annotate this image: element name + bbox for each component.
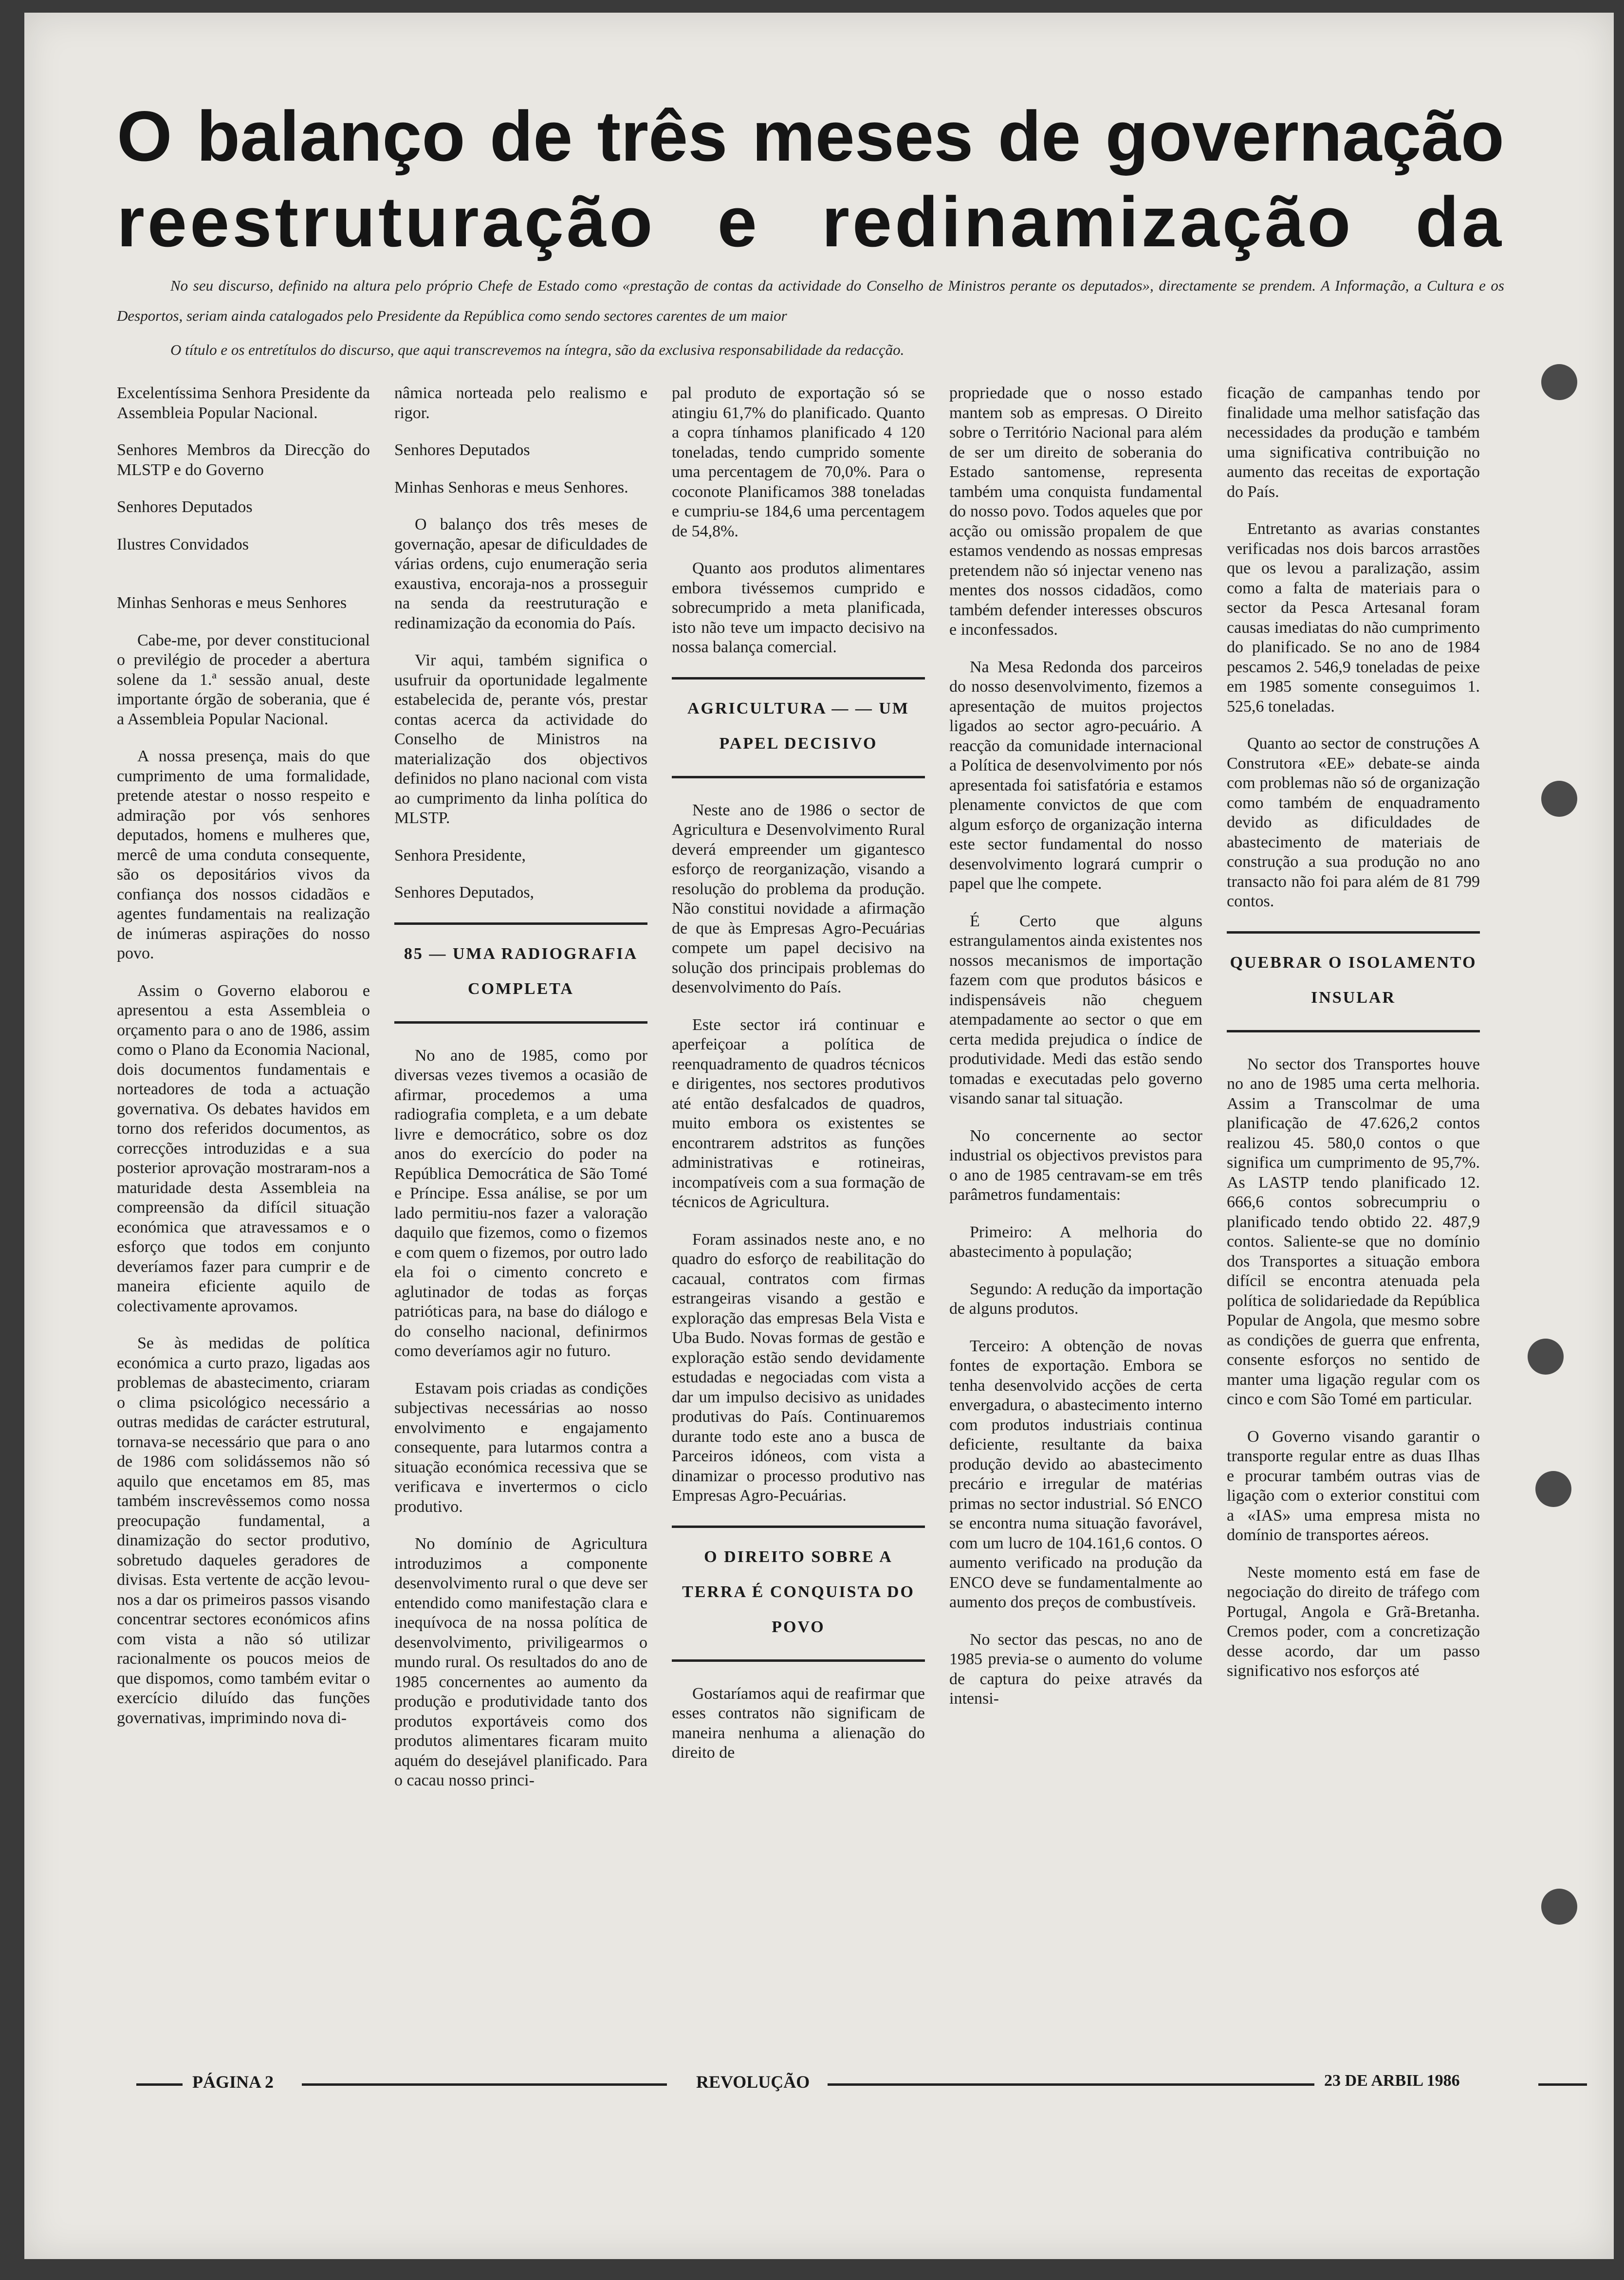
paragraph: Senhores Deputados bbox=[394, 441, 530, 459]
headline-word: O bbox=[117, 96, 172, 176]
headline-word: redinamização bbox=[822, 182, 1354, 261]
paragraph: No domínio de Agricultura introduzimos a componente desenvolvimento rural o que deve ser entendido como manifestação clara e inequívoca de na nossa política de desenvolvimento, priviligearmos o mundo rural. Os resultados do ano de 1985 concernentes ao aumento da produção e produtividade tanto dos produtos exportáveis como dos produtos alimentares ficaram muito aquém do desejável planificado. Para o cacau nosso princi- bbox=[394, 1535, 647, 1789]
newspaper-name: REVOLUÇÃO bbox=[696, 2072, 810, 2092]
page-number: PÁGINA 2 bbox=[192, 2072, 274, 2092]
paragraph: Estavam pois criadas as condições subjectivas necessárias ao nosso envolvimento e engajamento consequente, para lutarmos contra a situação económica recessiva que se verificava e invertermos o ciclo produtivo. bbox=[394, 1379, 647, 1516]
headline-word: de bbox=[489, 96, 573, 176]
intro-paragraph: No seu discurso, definido na altura pelo próprio Chefe de Estado como «prestação de contas da actividade do Conselho de Ministros perante os deputados», directamente se prendem. A Informação, a Cultura e os Desportos, seriam ainda catalogados pelo Presidente da República como sendo sectores carentes de um maior bbox=[117, 277, 1504, 324]
paragraph: O balanço dos três meses de governação, apesar de dificuldades de várias ordens, cujo enumeração seria exaustiva, encoraja-nos a prosseguir na senda da reestruturação e redinamização da economia do País. bbox=[394, 515, 647, 632]
punch-hole bbox=[1535, 1471, 1571, 1507]
section-heading: AGRICULTURA — — UM PAPEL DECISIVO bbox=[672, 677, 925, 778]
paragraph: Vir aqui, também significa o usufruir da oportunidade legalmente estabelecida de, perante vós, prestar contas acerca da actividade do Conselho de Ministros na materialização dos objectivos definidos no plano nacional com vista ao cumprimento da linha política do MLSTP. bbox=[394, 651, 647, 827]
column-4 bbox=[949, 384, 1202, 2058]
paragraph: A nossa presença, mais do que cumprimento de uma formalidade, pretende atestar o nosso respeito e admiração por vós senhores deputados, homens e mulheres que, mercê de uma conduta consequente, são os depositários vivos da confiança dos nossos cidadãos e agentes fundamentais na realização de inúmeras aspirações do nosso povo. bbox=[117, 747, 370, 962]
headline-word: e bbox=[717, 182, 760, 261]
paragraph: No concernente ao sector industrial os objectivos previstos para o ano de 1985 centravam-se em três parâmetros fundamentais: bbox=[949, 1126, 1202, 1204]
paragraph: Gostaríamos aqui de reafirmar que esses contratos não significam de maneira nenhuma a alienação do direito de bbox=[672, 1684, 925, 1762]
paragraph: É Certo que alguns estrangulamentos ainda existentes nos nossos mecanismos de importação fazem com que produtos básicos e indispensáveis não cheguem atempadamente ao sector o que em certa medida prejudica o índice de produtividade. Medi das estão sendo tomadas e executadas pelo governo visando sanar tal situação. bbox=[949, 912, 1202, 1107]
paragraph: Senhora Presidente, bbox=[394, 846, 526, 864]
section-heading: O DIREITO SOBRE A TERRA É CONQUISTA DO POVO bbox=[672, 1526, 925, 1662]
paragraph: Entretanto as avarias constantes verificadas nos dois barcos arrastões que os levou a paralização, assim como a falta de materiais para o sector da Pesca Artesanal foram causas imediatas do não cumprimento do planificado. Se no ano de 1984 pescamos 2. 546,9 toneladas de peixe em 1985 somente conseguimos 1. 525,6 toneladas. bbox=[1227, 520, 1480, 716]
punch-hole bbox=[1541, 781, 1577, 817]
paragraph: Se às medidas de política económica a curto prazo, ligadas aos problemas de abastecimento, criaram o clima psicológico necessário a outras medidas de carácter estrutural, tornava-se necessário que para o ano de 1986 com solidássemos não só aquilo que encetamos em 85, mas também inscrevêssemos como nossa preocupação fundamental, a dinamização do sector produtivo, sobretudo daqueles geradores de divisas. Esta vertente de acção levou-nos a dar os primeiros passos visando concentrar sectores económicos afins com vista a não só utilizar racionalmente os poucos meios de que dispomos, como também evitar o exercício diluído das funções governativas, imprimindo nova di- bbox=[117, 1334, 370, 1727]
paragraph: propriedade que o nosso estado mantem sob as empresas. O Direito sobre o Território Nacional para além de ser um direito de soberania do Estado santomense, representa também uma conquista fundamental do nosso povo. Todos aqueles que por acção ou omissão propalem de que estamos vendendo as nossas empresas pretendem não só injectar veneno nas mentes dos nossos cidadãos, como também defender interesses obscuros e inconfessados. bbox=[949, 384, 1202, 639]
paragraph: O Governo visando garantir o transporte regular entre as duas Ilhas e procurar também outras vias de ligação com o exterior constitui com a «IAS» uma empresa mista no domínio de transportes aéreos. bbox=[1227, 1427, 1480, 1544]
paragraph: Senhores Membros da Direcção do MLSTP e do Governo bbox=[117, 441, 370, 479]
footer-rule bbox=[136, 2083, 183, 2086]
headline-word: três bbox=[597, 96, 728, 176]
issue-date: 23 DE ARBIL 1986 bbox=[1324, 2072, 1460, 2090]
section-heading: 85 — UMA RADIOGRAFIA COMPLETA bbox=[394, 922, 647, 1024]
paragraph: Quanto ao sector de construções A Construtora «EE» debate-se ainda com problemas não só de organização como também de enquadramento devido as dificuldades de abastecimento de materiais de construção a sua produção no ano transacto não foi para além de 81 799 contos. bbox=[1227, 735, 1480, 910]
headline-line-1 bbox=[117, 97, 1504, 175]
paragraph: Na Mesa Redonda dos parceiros do nosso desenvolvimento, fizemos a apresentação de muitos projectos ligados ao sector agro-pecuário. A reacção da comunidade internacional a Política de desenvolvimento por nós apresentada foi satisfatória e estamos plenamente convictos de que com algum esforço de organização interna este sector fundamental do nosso desenvolvimento logrará cumprir o papel que lhe compete. bbox=[949, 658, 1202, 893]
paragraph: Assim o Governo elaborou e apresentou a esta Assembleia o orçamento para o ano de 1986, assim como o Plano da Economia Nacional, dois documentos fundamentais e norteadores de toda a actuação governativa. Os debates havidos em torno dos referidos documentos, as correcções introduzidas e a sua posterior aprovação mostraram-nos a maturidade desta Assembleia na compreensão da difícil situação económica que atravessamos e o esforço que todos em conjunto deveríamos fazer para cumprir e de maneira eficiente aquilo de colectivamente aprovamos. bbox=[117, 981, 370, 1315]
column-1 bbox=[117, 384, 370, 2058]
paragraph: Excelentíssima Senhora Presidente da Assembleia Popular Nacional. bbox=[117, 384, 370, 422]
headline-word: meses bbox=[752, 96, 974, 176]
paragraph: Primeiro: A melhoria do abastecimento à população; bbox=[949, 1223, 1202, 1261]
punch-hole bbox=[1541, 364, 1577, 400]
headline-word: balanço bbox=[196, 96, 465, 176]
paragraph: No sector dos Transportes houve no ano de 1985 uma certa melhoria. Assim a Transcolmar de uma planificação de 47.626,2 contos realizou 45. 580,0 contos o que significa um cumprimento de 95,7%. As LASTP tendo planificado 12. 666,6 contos sobrecumpriu o planificado tendo obtido 22. 487,9 contos. Saliente-se que no domínio dos Transportes a situação embora difícil se encontra atenuada pela política de solidariedade da República Popular de Angola, que mesmo sobre as condições de guerra que enfrenta, consente esforços no sentido de manter uma ligação regular com os cinco e com São Tomé em particular. bbox=[1227, 1055, 1480, 1408]
headline-line-2 bbox=[117, 183, 1504, 261]
column-2 bbox=[394, 384, 647, 2058]
paragraph: Este sector irá continuar e aperfeiçoar a política de reenquadramento de quadros técnicos e dirigentes, nos sectores produtivos até então desfalcados de quadros, muito embora os existentes se encontrarem adstritos as funções administrativas e rotineiras, incompatíveis com a sua formação de técnicos de Agricultura. bbox=[672, 1015, 925, 1211]
headline-word: de bbox=[997, 96, 1081, 176]
paragraph: Neste ano de 1986 o sector de Agricultura e Desenvolvimento Rural deverá empreender um gigantesco esforço de reorganização, visando a resolução do problema da produção. Não constitui novidade a afirmação de que às Empresas Agro-Pecuárias compete um papel decisivo na solução dos principais problemas do desenvolvimento do País. bbox=[672, 801, 925, 996]
headline-word: da bbox=[1415, 182, 1504, 261]
paragraph: Terceiro: A obtenção de novas fontes de exportação. Embora se tenha desenvolvido acções de certa envergadura, o abastecimento interno com produtos industriais continua deficiente, resultante da baixa produção devido ao abastecimento precário e irregular de matérias primas no sector industrial. Só ENCO se encontra numa situação favorável, com um lucro de 104.161,6 contos. O aumento verificado na produção da ENCO deve se fundamentalmente ao aumento dos preços de combustíveis. bbox=[949, 1337, 1202, 1611]
page-footer bbox=[136, 2072, 1470, 2101]
intro-text bbox=[117, 271, 1504, 365]
column-5 bbox=[1227, 384, 1480, 2058]
paragraph: Quanto aos produtos alimentares embora tivéssemos cumprido e sobrecumprido a meta planificada, isto não teve um impacto decisivo na nossa balança comercial. bbox=[672, 559, 925, 656]
headline-word: governação bbox=[1105, 96, 1504, 176]
intro-note: O título e os entretítulos do discurso, que aqui transcrevemos na íntegra, são da exclusiva responsabilidade da redacção. bbox=[170, 341, 904, 358]
footer-rule bbox=[1538, 2083, 1587, 2086]
paragraph: Senhores Deputados, bbox=[394, 883, 535, 901]
paragraph: Foram assinados neste ano, e no quadro do esforço de reabilitação do cacaual, contratos com firmas estrangeiras visando a gestão e exploração das empresas Bela Vista e Uba Budo. Novas formas de gestão e exploração estão sendo devidamente estudadas e negociadas com vista a dar um impulso decisivo as unidades produtivas do País. Continuaremos durante todo este ano a busca de Parceiros idóneos, com vista a dinamizar o processo produtivo nas Empresas Agro-Pecuárias. bbox=[672, 1230, 925, 1505]
paragraph: ficação de campanhas tendo por finalidade uma melhor satisfação das necessidades da produção e também uma significativa contribuição no aumento das receitas de exportação do País. bbox=[1227, 384, 1480, 501]
punch-hole bbox=[1528, 1339, 1564, 1375]
paragraph: Segundo: A redução da importação de alguns produtos. bbox=[949, 1280, 1202, 1318]
punch-hole bbox=[1541, 1889, 1577, 1925]
footer-rule bbox=[828, 2083, 1314, 2086]
newspaper-page bbox=[24, 13, 1614, 2259]
paragraph: nâmica norteada pelo realismo e rigor. bbox=[394, 384, 647, 422]
section-heading: QUEBRAR O ISOLAMENTO INSULAR bbox=[1227, 931, 1480, 1032]
paragraph: No ano de 1985, como por diversas vezes tivemos a ocasião de afirmar, procedemos a uma radiografia completa, e a um debate livre e democrático, sobre os doz anos do exercício do poder na República Democrática de São Tomé e Príncipe. Essa análise, se por um lado permitiu-nos fazer a valoração daquilo que fizemos, como o fizemos e com quem o fizemos, por outro lado ela foi o cimento concreto e aglutinador de todas as forças patrióticas para, na base do diálogo e do conselho nacional, definirmos como deveríamos agir no futuro. bbox=[394, 1046, 647, 1360]
column-3 bbox=[672, 384, 925, 2058]
paragraph: Minhas Senhoras e meus Senhores bbox=[117, 594, 347, 612]
paragraph: Senhores Deputados bbox=[117, 498, 253, 516]
paragraph: No sector das pescas, no ano de 1985 previa-se o aumento do volume de captura do peixe através da intensi- bbox=[949, 1630, 1202, 1708]
paragraph: Minhas Senhoras e meus Senhores. bbox=[394, 478, 628, 496]
paragraph: pal produto de exportação só se atingiu 61,7% do planificado. Quanto a copra tínhamos planificado 4 120 toneladas, tendo cumprido somente uma percentagem de 70,0%. Para o coconote Planificamos 388 toneladas e cumpriu-se 184,6 uma percentagem de 54,8%. bbox=[672, 384, 925, 540]
footer-rule bbox=[302, 2083, 667, 2086]
paragraph: Neste momento está em fase de negociação do direito de tráfego com Portugal, Angola e Grã-Bretanha. Cremos poder, com a concretização desse acordo, dar um passo significativo nos esforços até bbox=[1227, 1563, 1480, 1680]
paragraph: Ilustres Convidados bbox=[117, 535, 249, 553]
headline-word: reestruturação bbox=[117, 182, 656, 261]
paragraph: Cabe-me, por dever constitucional o previlégio de proceder a abertura solene da 1.ª sessão anual, deste importante órgão de soberania, que é a Assembleia Popular Nacional. bbox=[117, 631, 370, 728]
